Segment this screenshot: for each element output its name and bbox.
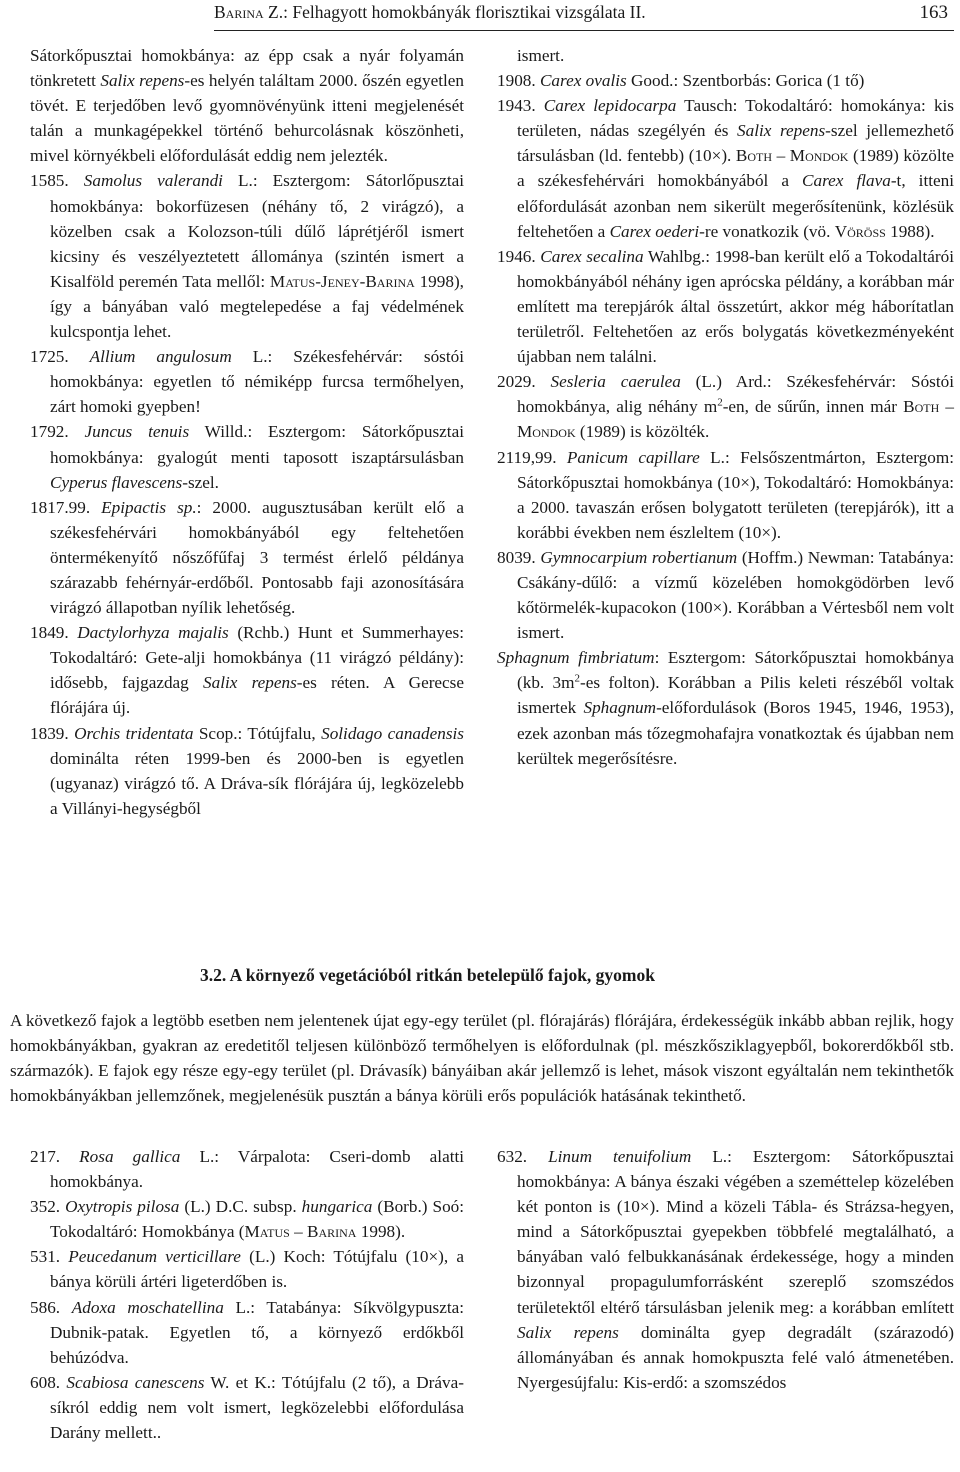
species-entry-8039: 8039. Gymnocarpium robertianum (Hoffm.) Newman: Tatabánya: Csákány-dűlő: a vízmű közelében homokgödörben levő kőtörmelék-kupacokon (100×). Korábban a Vértesből nem volt ismert. [497,547,955,643]
right-column-bottom [497,1144,954,1395]
left-column-bottom [30,1144,464,1445]
species-entry-2119: 2119,99. Panicum capillare L.: Felsőszentmárton, Esztergom: Sátorkőpusztai homokbánya (10×), Tokodaltáró: Homokbánya: a 2000. tavaszán erősen bolygatott területen (terepjárók), itt a korábbi években nem észleltem (10×). [497,447,954,542]
header-title-rest: : Felhagyott homokbányák florisztikai vizsgálata II. [283,2,646,22]
species-entry-608: 608. Scabiosa canescens W. et K.: Tótújfalu (2 tő), a Dráva-síkról eddig nem volt ismert, legközelebbi előfordulása Darány mellett.. [30,1372,464,1443]
species-entry-1725: 1725. Allium angulosum L.: Székesfehérvár: sóstói homokbánya: egyetlen tő némiképp furcsa termőhelyen, zárt homoki gyepben! [30,347,464,417]
species-entry-632: 632. Linum tenuifolium L.: Esztergom: Sátorkőpusztai homokbánya: A bánya északi végében a szeméttelep közelében két ponton is (10×). Mind a közeli Tábla- és Strázsa-hegyen, mind a Sátorkőpusztai gyepekben többfelé megtalálható, a bányában való felbukkanásának érdekessége, hogy a minden bizonnyal propagulumforrásként szereplő szomszédos területektől eltérő társulásban jelenik meg: a korábban említett Salix repens dominálta gyep degradált (szárazodó) állományában és annak homokpuszta felé való átmenetében. Nyergesújfalu: Kis-erdő: a szomszédos [497,1147,954,1392]
header-rule [214,30,954,31]
species-entry-586: 586. Adoxa moschatellina L.: Tatabánya: Síkvölgypuszta: Dubnik-patak. Egyetlen tő, a környező erdőkből behúzódva. [30,1297,465,1367]
species-entry-531: 531. Peucedanum verticillare (L.) Koch: Tótújfalu (10×), a bánya körüli ártéri ligeterdőben is. [30,1247,464,1292]
species-entry-1943: 1943. Carex lepidocarpa Tausch: Tokodaltáró: homokánya: kis területen, nádas szegélyén és Salix repens-szel jellemezhető társulásban (ld. fentebb) (10×). Both – Mondok (1989) közölte a székesfehérvári homokbányából a Carex flava-t, itteni előfordulását azonban nem sikerült megerősítenünk, közlésük feltehetően a Carex oederi-re vonatkozik (vö. Vöröss 1988). [497,96,954,241]
species-entry-1908: 1908. Carex ovalis Good.: Szentborbás: Gorica (1 tő) [497,71,865,91]
right-column-top [497,43,954,771]
section-heading: 3.2. A környező vegetációból ritkán betelepülő fajok, gyomok [200,965,655,985]
continuation-text: ismert. [517,46,565,65]
species-entry-1839: 1839. Orchis tridentata Scop.: Tótújfalu, Solidago canadensis dominálta réten 1999-ben és 2000-ben is egyetlen (ugyanaz) virágzó tő. A Dráva-sík flórájára új, legközelebb a Villányi-hegységből [30,723,464,818]
species-entry-1849: 1849. Dactylorhyza majalis (Rchb.) Hunt et Summerhayes: Tokodaltáró: Gete-alji homokbánya (11 virágzó példány): idősebb, fajgazdag Salix repens-es réten. A Gerecse flórájára új. [30,623,465,718]
page-number: 163 [919,2,948,23]
species-entry-1585: 1585. Samolus valerandi L.: Esztergom: Sátorlőpusztai homokbánya: bokorfüzesen (néhány tő, 2 virágzó), a közelben csak a Kolozson-túli dűlő láprétjéről ismert kicsiny és veszélyeztetett állománya (szintén ismert a Kisalföld peremén Tata mellől: Matus-Jeney-Barina 1998), így a bányában való megtelepedése a faj védelmének kulcspontja lehet. [30,171,465,342]
species-entry-352: 352. Oxytropis pilosa (L.) D.C. subsp. hungarica (Borb.) Soó: Tokodaltáró: Homokbánya (Matus – Barina 1998). [30,1197,465,1242]
header-author: Barina Z. [214,2,284,22]
header-title [214,2,646,23]
species-entry-sphagnum: Sphagnum fimbriatum: Esztergom: Sátorkőpusztai homokbánya (kb. $3m^2-es$ folton). Korábban a Pilis keleti részéből voltak ismertek Sphagnum-előfordulások (Boros 1945, 1946, 1953), ezek azonban más tőzegmohafajra vonatkoztak és újabban nem kerültek megerősítésre. [497,648,954,768]
section-intro [10,1008,954,1108]
species-entry-217: 217. Rosa gallica L.: Várpalota: Cseri-domb alatti homokbánya. [30,1147,465,1192]
left-column-top [30,43,464,821]
species-entry-1792: 1792. Juncus tenuis Willd.: Esztergom: Sátorkőpusztai homokbánya: gyalogút menti taposott iszaptársulásban Cyperus flavescens-szel. [30,422,464,492]
intro-paragraph: A következő fajok a legtöbb esetben nem jelentenek újat egy-egy terület (pl. flórajárás) flórájára, érdekességük inkább abban rejlik, hogy homokbányákban, gyakran az eredetitől teljesen különböző termőhelyen is előfordulnak (pl. mészkősziklagyepből, bokorerdőkből stb. származók). E fajok egy része egy-egy terület (pl. Drávasík) bányáiban akár jellemző is lehet, mások viszont egyáltalán nem tekinthetők homokbányákban jellemzőnek, megjelenésük pusztán a bánya körüli erős populációk hatásának tekinthető. [10,1011,954,1106]
continuation-paragraph: Sátorkőpusztai homokbánya: az épp csak a nyár folyamán tönkretett Salix repens-es helyén találtam 2000. őszén egyetlen tövét. E terjedőben levő gyomnövényünk itteni megjelenését talán a munkagépekkel történő behurcolásnak köszönheti, mivel környékbeli előfordulását eddig nem jelezték. [30,46,464,166]
species-entry-1817: 1817.99. Epipactis sp.: 2000. augusztusában került elő a székesfehérvári homokbányából egy feltehetően öntermékenyítő nőszőfűfaj 3 termést érlelő példánya szárazabb fehérnyár-erdőből. Pontosabb faji azonosítására virágzó állapotban nyílik lehetőség. [30,497,464,618]
species-entry-1946: 1946. Carex secalina Wahlbg.: 1998-ban került elő a Tokodaltárói homokbányából néhány igen aprócska példány, a korábban már említett ma terepjárók által összetúrt, akkor még háborítatlan területről. Feltehetően az erős bolygatás következményeként újabban nem találni. [497,246,955,367]
species-entry-2029: 2029. Sesleria caerulea (L.) Ard.: Székesfehérvár: Sóstói homokbánya, alig néhány $m^2-en$, de sűrűn, innen már Both – Mondok (1989) is közölték. [497,372,954,442]
running-header [214,2,954,26]
